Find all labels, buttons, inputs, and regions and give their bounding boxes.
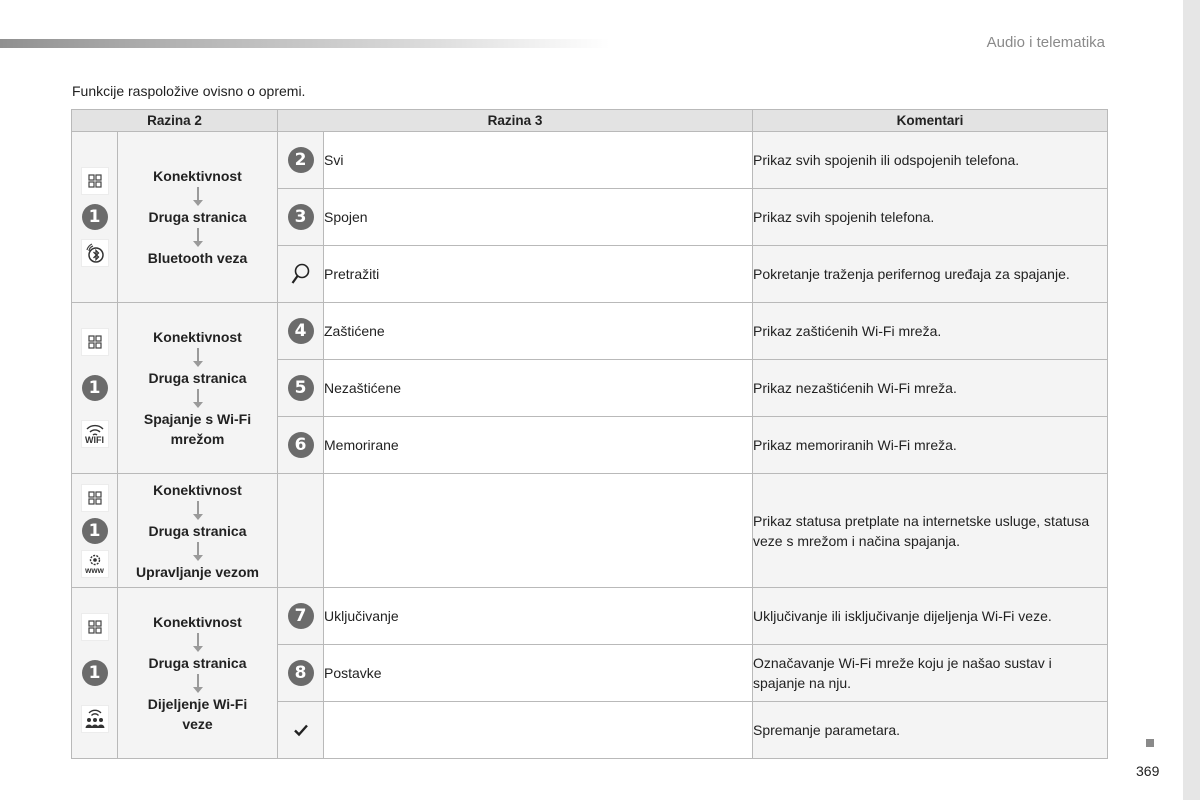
path-sharing — [118, 588, 278, 759]
option-label — [324, 474, 753, 588]
header-razina-3: Razina 3 — [278, 110, 753, 132]
path-step-1: Konektivnost — [153, 614, 242, 630]
option-comment: Prikaz statusa pretplate na internetske usluge, statusa veze s mrežom i načina spajanja. — [753, 474, 1108, 588]
connection-settings-icon — [81, 550, 109, 578]
group-icons-bluetooth — [72, 132, 118, 303]
option-label — [324, 702, 753, 759]
row-icon-cell — [278, 702, 324, 759]
step-badge-icon: 8 — [288, 660, 314, 686]
step-badge-icon: 1 — [82, 660, 108, 686]
option-comment: Spremanje parametara. — [753, 702, 1108, 759]
wifi-icon-label: WIFI — [85, 434, 104, 445]
option-comment: Prikaz svih spojenih telefona. — [753, 189, 1108, 246]
header-gradient-bar — [0, 39, 610, 48]
row-icon-cell — [278, 189, 324, 246]
path-step-1: Konektivnost — [153, 329, 242, 345]
step-badge-icon: 1 — [82, 204, 108, 230]
arrow-down-icon — [197, 674, 199, 688]
option-label: Zaštićene — [324, 303, 753, 360]
page-marker-square — [1146, 739, 1154, 747]
grid-icon — [81, 167, 109, 195]
option-label: Spojen — [324, 189, 753, 246]
bluetooth-icon — [81, 239, 109, 267]
option-comment: Prikaz nezaštićenih Wi-Fi mreža. — [753, 360, 1108, 417]
section-title: Audio i telematika — [986, 34, 1105, 51]
row-icon-cell — [278, 360, 324, 417]
path-bluetooth — [118, 132, 278, 303]
step-badge-icon: 6 — [288, 432, 314, 458]
arrow-down-icon — [197, 187, 199, 201]
option-comment: Pokretanje traženja perifernog uređaja za spajanje. — [753, 246, 1108, 303]
intro-text: Funkcije raspoložive ovisno o opremi. — [72, 83, 306, 99]
option-label: Memorirane — [324, 417, 753, 474]
header-komentari: Komentari — [753, 110, 1108, 132]
row-icon-cell — [278, 645, 324, 702]
arrow-down-icon — [197, 389, 199, 403]
group-icons-sharing — [72, 588, 118, 759]
path-step-1: Konektivnost — [153, 481, 242, 498]
path-step-2: Druga stranica — [148, 370, 247, 386]
path-step-3: Upravljanje vezom — [136, 563, 259, 580]
step-badge-icon: 2 — [288, 147, 314, 173]
row-icon-cell — [278, 246, 324, 303]
option-comment: Označavanje Wi-Fi mreže koju je našao sustav i spajanje na nju. — [753, 645, 1108, 702]
page-edge-strip — [1183, 0, 1200, 800]
path-step-3: Spajanje s Wi-Fi mrežom — [143, 411, 252, 447]
page-number: 369 — [1136, 763, 1160, 779]
settings-table — [71, 109, 1108, 759]
www-icon-label: www — [85, 565, 104, 575]
arrow-down-icon — [197, 542, 199, 556]
step-badge-icon: 3 — [288, 204, 314, 230]
grid-icon — [81, 484, 109, 512]
row-icon-cell — [278, 474, 324, 588]
option-comment: Uključivanje ili isključivanje dijeljenja Wi-Fi veze. — [753, 588, 1108, 645]
row-icon-cell — [278, 132, 324, 189]
option-label: Postavke — [324, 645, 753, 702]
grid-icon — [81, 328, 109, 356]
option-label: Svi — [324, 132, 753, 189]
path-step-1: Konektivnost — [153, 168, 242, 184]
option-label: Pretražiti — [324, 246, 753, 303]
path-connection — [118, 474, 278, 588]
arrow-down-icon — [197, 228, 199, 242]
group-icons-connection — [72, 474, 118, 588]
table-header-row — [72, 110, 1108, 132]
arrow-down-icon — [197, 501, 199, 515]
header-razina-2: Razina 2 — [72, 110, 278, 132]
arrow-down-icon — [197, 348, 199, 362]
step-badge-icon: 1 — [82, 518, 108, 544]
step-badge-icon: 5 — [288, 375, 314, 401]
row-icon-cell — [278, 303, 324, 360]
path-step-2: Druga stranica — [148, 209, 247, 225]
table-row — [72, 588, 1108, 645]
checkmark-icon — [293, 723, 309, 737]
step-badge-icon: 1 — [82, 375, 108, 401]
step-badge-icon: 7 — [288, 603, 314, 629]
magnifier-icon — [290, 262, 312, 286]
option-comment: Prikaz zaštićenih Wi-Fi mreža. — [753, 303, 1108, 360]
group-icons-wifi — [72, 303, 118, 474]
row-icon-cell — [278, 417, 324, 474]
option-comment: Prikaz memoriranih Wi-Fi mreža. — [753, 417, 1108, 474]
wifi-sharing-icon — [81, 705, 109, 733]
grid-icon — [81, 613, 109, 641]
table-row — [72, 303, 1108, 360]
wifi-icon — [81, 420, 109, 448]
path-step-3: Dijeljenje Wi-Fi veze — [147, 696, 248, 732]
row-icon-cell — [278, 588, 324, 645]
path-step-2: Druga stranica — [148, 522, 247, 539]
option-comment: Prikaz svih spojenih ili odspojenih telefona. — [753, 132, 1108, 189]
path-wifi — [118, 303, 278, 474]
option-label: Uključivanje — [324, 588, 753, 645]
step-badge-icon: 4 — [288, 318, 314, 344]
arrow-down-icon — [197, 633, 199, 647]
option-label: Nezaštićene — [324, 360, 753, 417]
path-step-2: Druga stranica — [148, 655, 247, 671]
table-row — [72, 474, 1108, 588]
path-step-3: Bluetooth veza — [147, 250, 248, 266]
table-row — [72, 132, 1108, 189]
